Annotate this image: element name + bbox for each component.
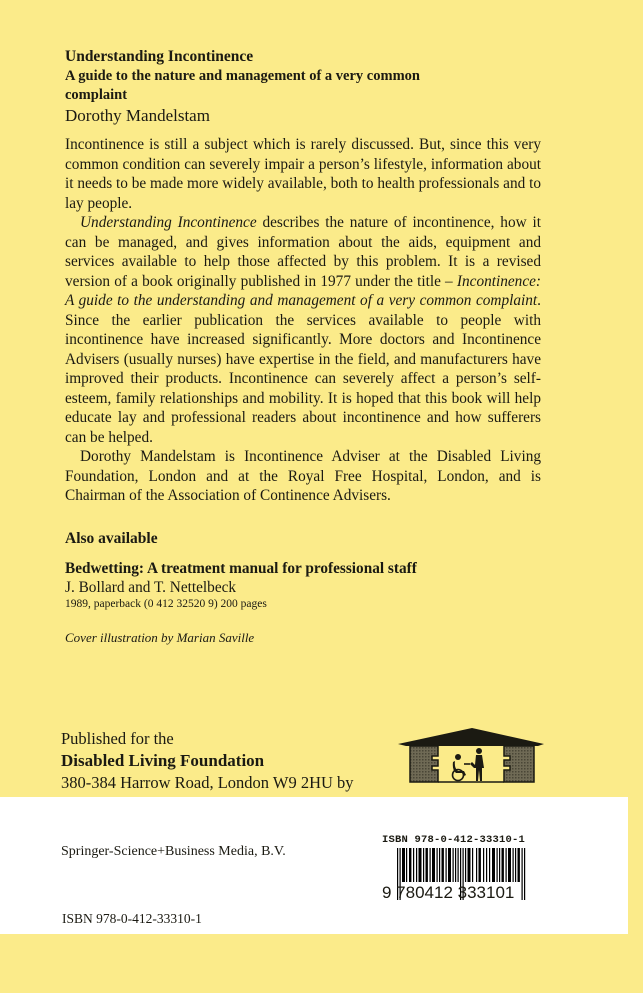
cover-illustration-credit: Cover illustration by Marian Saville <box>65 629 255 645</box>
imprint-strip <box>0 797 628 934</box>
also-available-heading: Also available <box>65 529 158 547</box>
blurb-text: describes the nature of incontinence, how it can be managed, and gives information about the aids, equipment and services available to help those affected by this problem. It is a revised version of a book originally published in 1977 under the title – <box>65 214 541 290</box>
publisher-address: 380-384 Harrow Road, London W9 2HU by <box>61 773 354 792</box>
publisher-block <box>61 728 401 794</box>
blurb-section <box>65 47 541 646</box>
book-subtitle: A guide to the nature and management of a very common complaint <box>65 68 420 103</box>
disabled-living-foundation-logo-icon <box>398 726 546 784</box>
related-book-details: 1989, paperback (0 412 32520 9) 200 pages <box>65 597 267 610</box>
published-for-label: Published for the <box>61 729 174 748</box>
barcode-isbn-label: ISBN 978-0-412-33310-1 <box>382 834 526 846</box>
isbn-barcode <box>382 835 562 905</box>
isbn-text: ISBN 978-0-412-33310-1 <box>62 911 202 926</box>
book-title: Understanding Incontinence <box>65 48 254 65</box>
barcode-digits: 9 780412 333101 <box>382 883 515 902</box>
italic-original-title: Incontinence: A guide to the understanding and management of a very common complaint <box>65 272 541 309</box>
blurb-text: . Since the earlier publication the services available to people with incontinence have increased significantly. More doctors and Incontinence Advisers (usually nurses) have expertise in the field, and manufacturers have improved their products. Incontinence can severely affect a person’s self-esteem, family relationships and mobility. It is hoped that this book will help educate lay and professional readers about incontinence and how sufferers can be helped. <box>65 292 541 446</box>
blurb-paragraph-1: Incontinence is still a subject which is rarely discussed. But, since this very common condition can severely impair a person’s lifestyle, information about it needs to be made more widely available, both to health professionals and to lay people. <box>65 136 541 212</box>
related-book-authors: J. Bollard and T. Nettelbeck <box>65 578 237 596</box>
author-bio: Dorothy Mandelstam is Incontinence Adviser at the Disabled Living Foundation, London and at the Royal Free Hospital, London, and is Chairman of the Association of Continence Advisers. <box>65 448 541 504</box>
italic-book-title: Understanding Incontinence <box>80 214 257 231</box>
imprint-publisher-name: Springer-Science+Business Media, B.V. <box>61 844 286 859</box>
related-book-title: Bedwetting: A treatment manual for professional staff <box>65 559 417 577</box>
book-author: Dorothy Mandelstam <box>65 106 210 125</box>
publisher-organisation: Disabled Living Foundation <box>61 751 265 770</box>
blurb-paragraph-2 <box>65 213 541 447</box>
